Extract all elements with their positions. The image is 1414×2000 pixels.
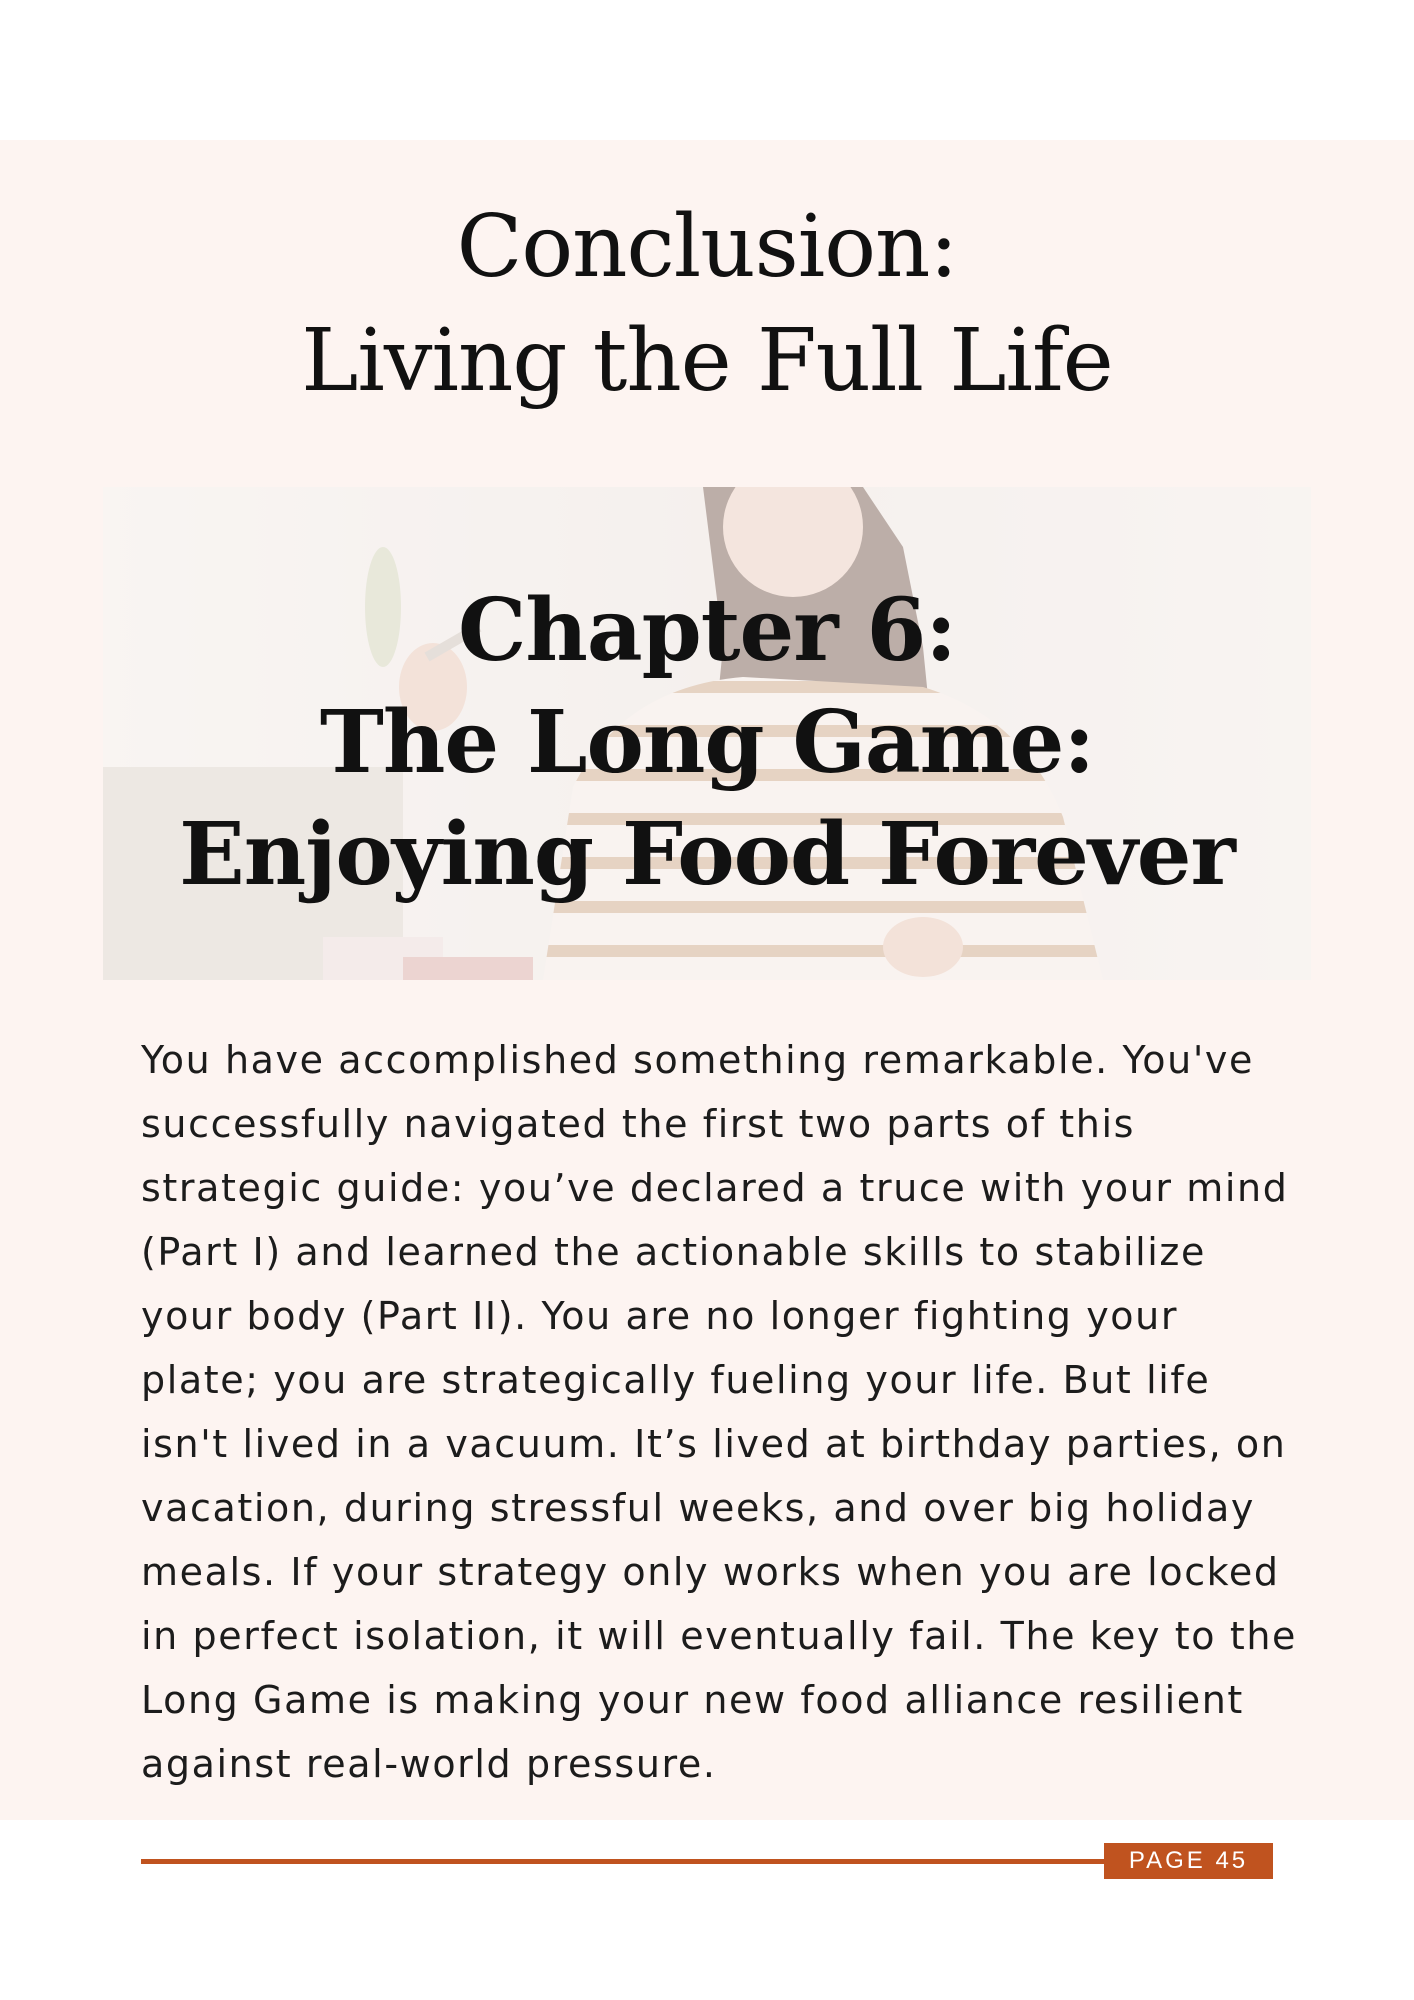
footer-rule — [141, 1859, 1108, 1864]
page-title — [0, 190, 1414, 418]
title-line-2: Living the Full Life — [301, 311, 1113, 411]
chapter-line-1: Chapter 6: — [457, 580, 957, 681]
chapter-title — [103, 575, 1311, 911]
title-line-1: Conclusion: — [456, 197, 958, 297]
body-paragraph: You have accomplished something remarkable. You've successfully navigated the first two parts of this strategic guide: you’ve declared a truce with your mind (Part I) and learned the actionable skills to stabilize your body (Part II). You are no longer fighting your plate; you are strategically fueling your life. But life isn't lived in a vacuum. It’s lived at birthday parties, on vacation, during stressful weeks, and over big holiday meals. If your strategy only works when you are locked in perfect isolation, it will eventually fail. The key to the Long Game is making your new food alliance resilient against real-world pressure. — [141, 1038, 1297, 1786]
page-number-badge: PAGE 45 — [1104, 1843, 1273, 1879]
hero-image — [103, 487, 1311, 980]
chapter-line-3: Enjoying Food Forever — [179, 804, 1235, 905]
chapter-line-2: The Long Game: — [319, 692, 1095, 793]
